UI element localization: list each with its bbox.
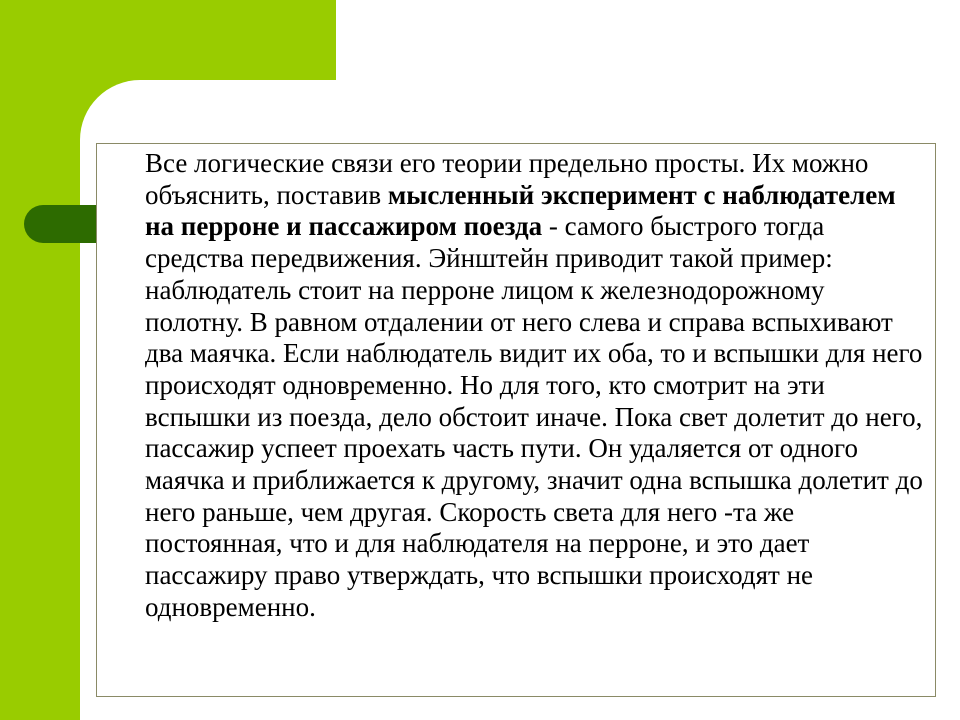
body-text-continuation: - самого быстрого тогда средства передвижения. Эйнштейн приводит такой пример: наблюдатель стоит на перроне лицом к железнодорожному полотну. В равном отдалении от него слева и справа вспыхивают два маячка. Если наблюдатель видит их оба, то и вспышки для него происходят одновременно. Но для того, кто смотрит на эти вспышки из поезда, дело обстоит иначе. Пока свет долетит до него, пассажир успеет проехать часть пути. Он удаляется от одного маячка и приближается к другому, значит одна вспышка долетит до него раньше, чем другая. Скорость света для него -та же постоянная, что и для наблюдателя на перроне, и это дает пассажиру право утверждать, что вспышки происходят не одновременно.	[145, 211, 923, 622]
body-text-bold-phrase: мысленный эксперимент с наблюдателем на перроне и пассажиром поезда	[145, 179, 896, 242]
body-text-intro: Все логические связи его теории предельно просты. Их можно объяснить, поставив	[145, 148, 869, 210]
slide-body-text	[145, 148, 925, 624]
green-left-strip	[0, 0, 80, 720]
text-content-box	[96, 143, 936, 697]
